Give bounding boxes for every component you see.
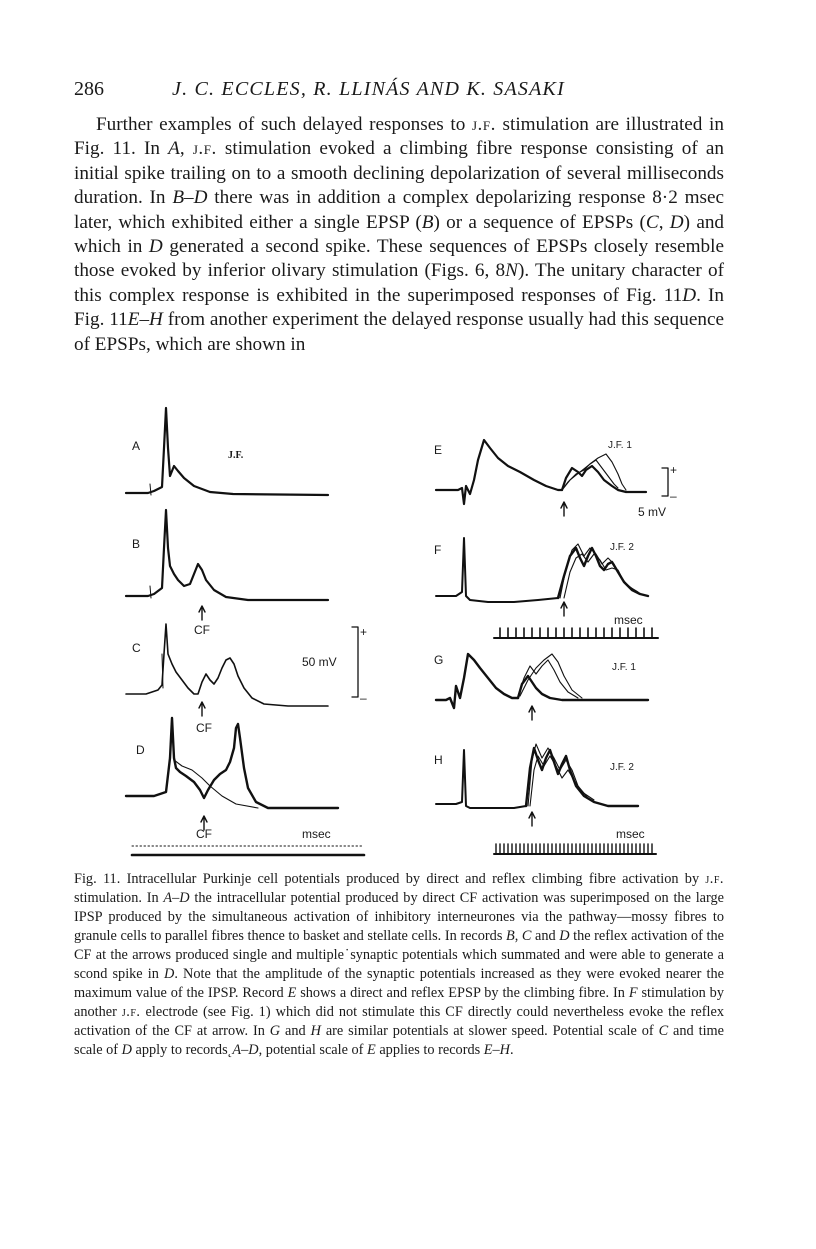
figure-11: [118, 398, 678, 868]
caption-text: Fig. 11. Intracellular Purkinje cell potentials produced by direct and reflex climbing fibre activation by j.f. stimulation. In A–D the intracellular potential produced by direct CF activation was superimposed on the large IPSP produced by the simultaneous activation of inhibitory interneurones via the pathway—mossy fibres to granule cells to parallel fibres thence to basket and stellate cells. In records B, C and D the reflex activation of the CF at the arrows produced single and multiple˙synaptic potentials which summated and were able to generate a scond spike in D. Note that the amplitude of the synaptic potentials increased as they were evoked nearer the maximum value of the IPSP. Record E shows a direct and reflex EPSP by the climbing fibre. In F stimulation by another j.f. electrode (see Fig. 1) which did not stimulate this CF directly could nevertheless evoke the reflex activation of the CF at arrow. In G and H are similar potentials at slower speed. Potential scale of C and time scale of D apply to records˛A–D, potential scale of E applies to records E–H.: [74, 871, 725, 1058]
cf-label-b: CF: [194, 623, 210, 637]
panel-label-h: H: [434, 753, 443, 767]
page-number: 286: [74, 78, 104, 100]
figure-11-traces: [118, 398, 678, 868]
msec-label-f: msec: [614, 613, 643, 627]
scale-bar-5mv: [662, 468, 668, 496]
panel-label-c: C: [132, 641, 141, 655]
panel-label-a: A: [132, 439, 141, 453]
trace-b: [126, 510, 328, 600]
time-marker-left: [132, 846, 364, 855]
panel-label-g: G: [434, 653, 444, 667]
trace-h: [436, 744, 638, 808]
jf-label-g: J.F. 1: [612, 662, 636, 673]
jf-label-e: J.F. 1: [608, 440, 632, 451]
trace-c: [126, 624, 328, 706]
scale-label-50mv: 50 mV: [302, 655, 337, 669]
cf-label-d: CF: [196, 827, 212, 841]
jf-label-f: J.F. 2: [610, 542, 634, 553]
body-paragraph: [74, 113, 724, 357]
jf-label-h: J.F. 2: [610, 762, 634, 773]
paragraph-text: Further examples of such delayed responses to j.f. stimulation are illustrated in Fig. 11. In A, j.f. stimulation evoked a climbing fibre response consisting of an initial spike trailing on to a smooth declining depolarization of several milliseconds duration. In B–D there was in addition a complex depolarizing response 8·2 msec later, which exhibited either a single EPSP (B) or a sequence of EPSPs (C, D) and which in D generated a second spike. These sequences of EPSPs closely resemble those evoked by inferior olivary stimulation (Figs. 6, 8N). The unitary character of this complex response is exhibited in the superimposed responses of Fig. 11D. In Fig. 11E–H from another experiment the delayed response usually had this sequence of EPSPs, which are shown in: [74, 114, 725, 355]
panel-label-b: B: [132, 537, 141, 551]
scale-bar-50mv: [352, 627, 358, 697]
panel-label-e: E: [434, 443, 443, 457]
jf-label-a: J.F.: [228, 450, 244, 461]
scale-label-5mv: 5 mV: [638, 505, 667, 519]
msec-label-d: msec: [302, 827, 331, 841]
time-marker-h: [494, 844, 656, 854]
trace-d: [126, 718, 338, 808]
msec-label-h: msec: [616, 827, 645, 841]
running-header: [74, 78, 744, 108]
trace-a: [126, 408, 328, 495]
scale-plus-left: +: [360, 625, 368, 639]
scale-plus-right: +: [670, 463, 678, 477]
cf-label-c: CF: [196, 721, 212, 735]
running-authors: J. C. ECCLES, R. LLINÁS AND K. SASAKI: [172, 78, 565, 100]
reflex-arrows: [199, 502, 567, 830]
panel-label-d: D: [136, 743, 145, 757]
panel-label-f: F: [434, 543, 442, 557]
scale-minus-right: –: [670, 489, 677, 503]
scale-minus-left: –: [360, 691, 367, 705]
figure-caption: [74, 870, 724, 1060]
time-marker-f: [494, 628, 658, 638]
